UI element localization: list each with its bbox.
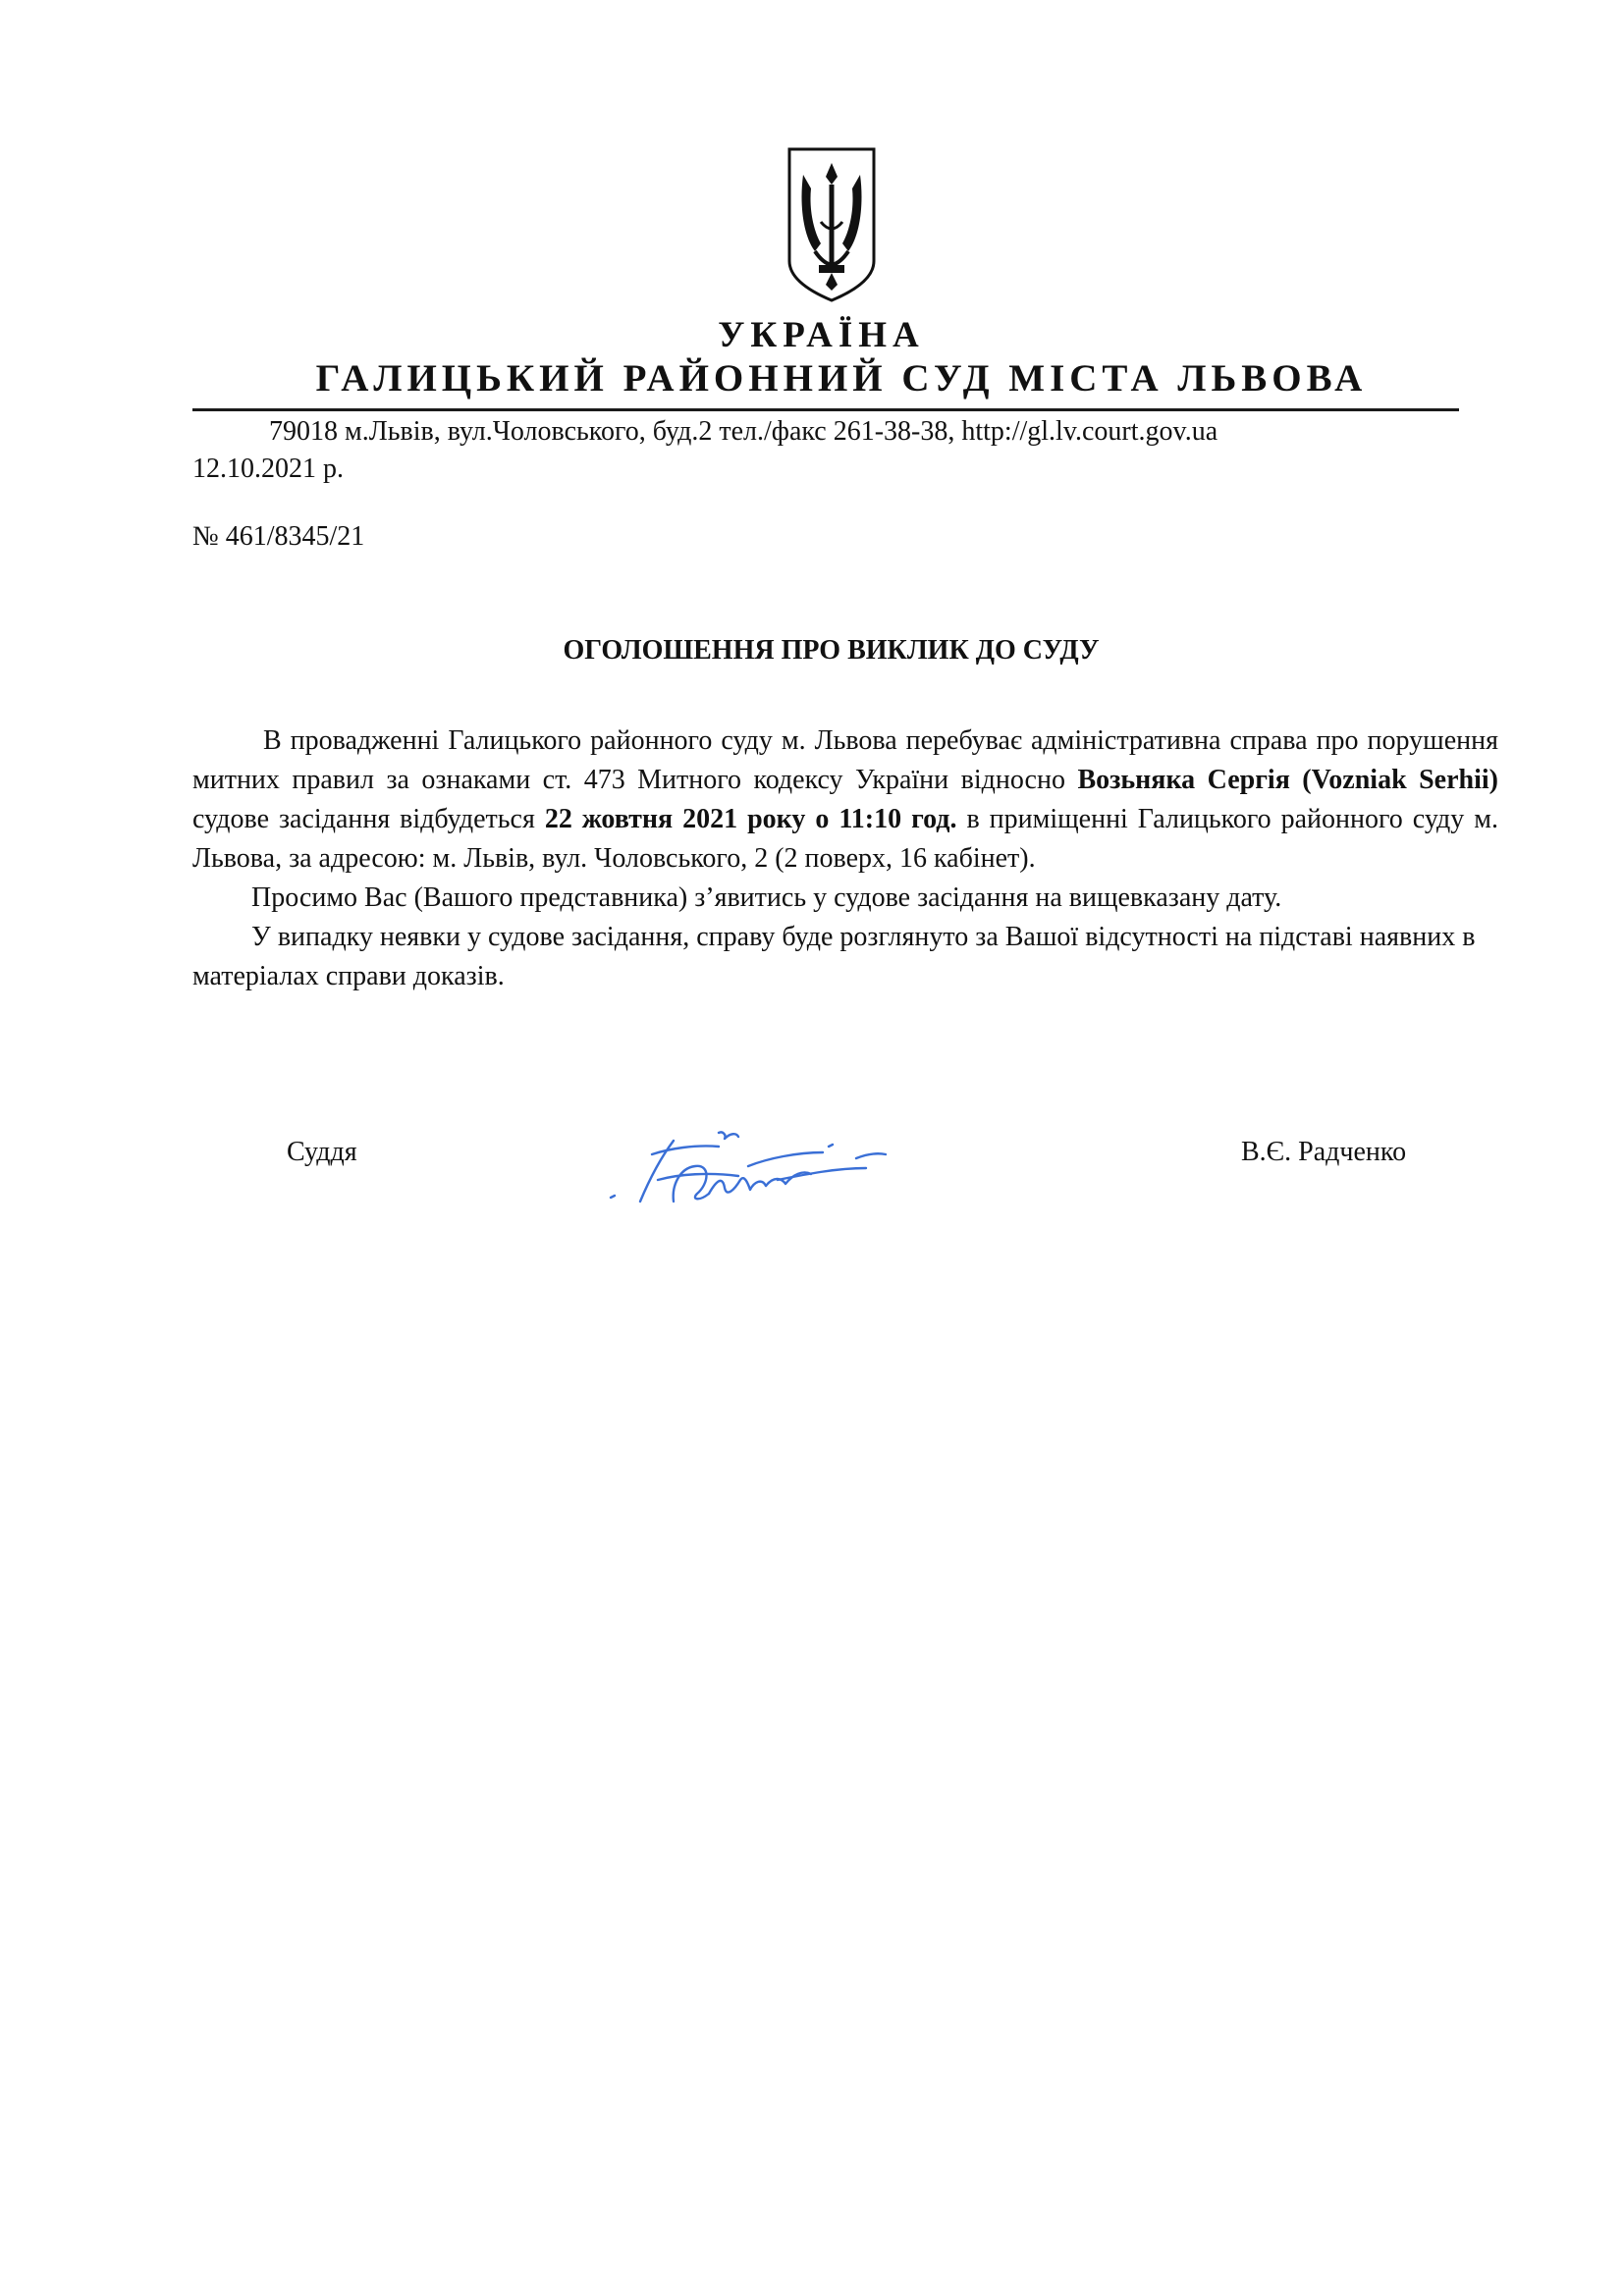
- judge-role: Суддя: [287, 1137, 357, 1167]
- paragraph-text: В провадженні Галицького районного суду м. Львова перебуває адміністративна справа про порушення митних правил за ознаками ст. 473 Митного кодексу України відносно: [192, 725, 1498, 795]
- handwritten-signature: [601, 1119, 915, 1217]
- paragraph-text: в приміщенні Галицького районного суду м. Львова, за адресою: м. Львів, вул. Чоловського, 2 (2 поверх, 16 кабінет).: [192, 804, 1498, 874]
- document-title: ОГОЛОШЕННЯ ПРО ВИКЛИК ДО СУДУ: [563, 635, 1100, 666]
- notice-body: [192, 721, 1498, 996]
- judge-name: В.Є. Радченко: [1241, 1137, 1407, 1167]
- paragraph-text: судове засідання відбудеться: [192, 804, 545, 834]
- country-name: УКРАЇНА: [718, 315, 925, 355]
- document-date: 12.10.2021 р.: [192, 454, 344, 484]
- paragraph-warning: У випадку неявки у судове засідання, справу буде розглянуто за Вашої відсутності на підставі наявних в матеріалах справи доказів.: [192, 922, 1476, 991]
- defendant-name: Возьняка Сергія (Vozniak Serhii): [1077, 765, 1498, 795]
- trident-emblem-icon: [785, 145, 878, 304]
- court-address: 79018 м.Львів, вул.Чоловського, буд.2 тел./факс 261-38-38, http://gl.lv.court.gov.ua: [269, 416, 1218, 447]
- hearing-datetime: 22 жовтня 2021 року о 11:10 год.: [544, 804, 957, 834]
- court-name: ГАЛИЦЬКИЙ РАЙОННИЙ СУД МІСТА ЛЬВОВА: [315, 357, 1368, 400]
- paragraph-request: Просимо Вас (Вашого представника) з’явитись у судове засідання на вищевказану дату.: [251, 882, 1282, 913]
- header-divider: [192, 408, 1459, 411]
- case-number: № 461/8345/21: [192, 521, 365, 552]
- signature-block: [0, 1119, 1623, 1227]
- paragraph-hearing-info: [192, 721, 1498, 879]
